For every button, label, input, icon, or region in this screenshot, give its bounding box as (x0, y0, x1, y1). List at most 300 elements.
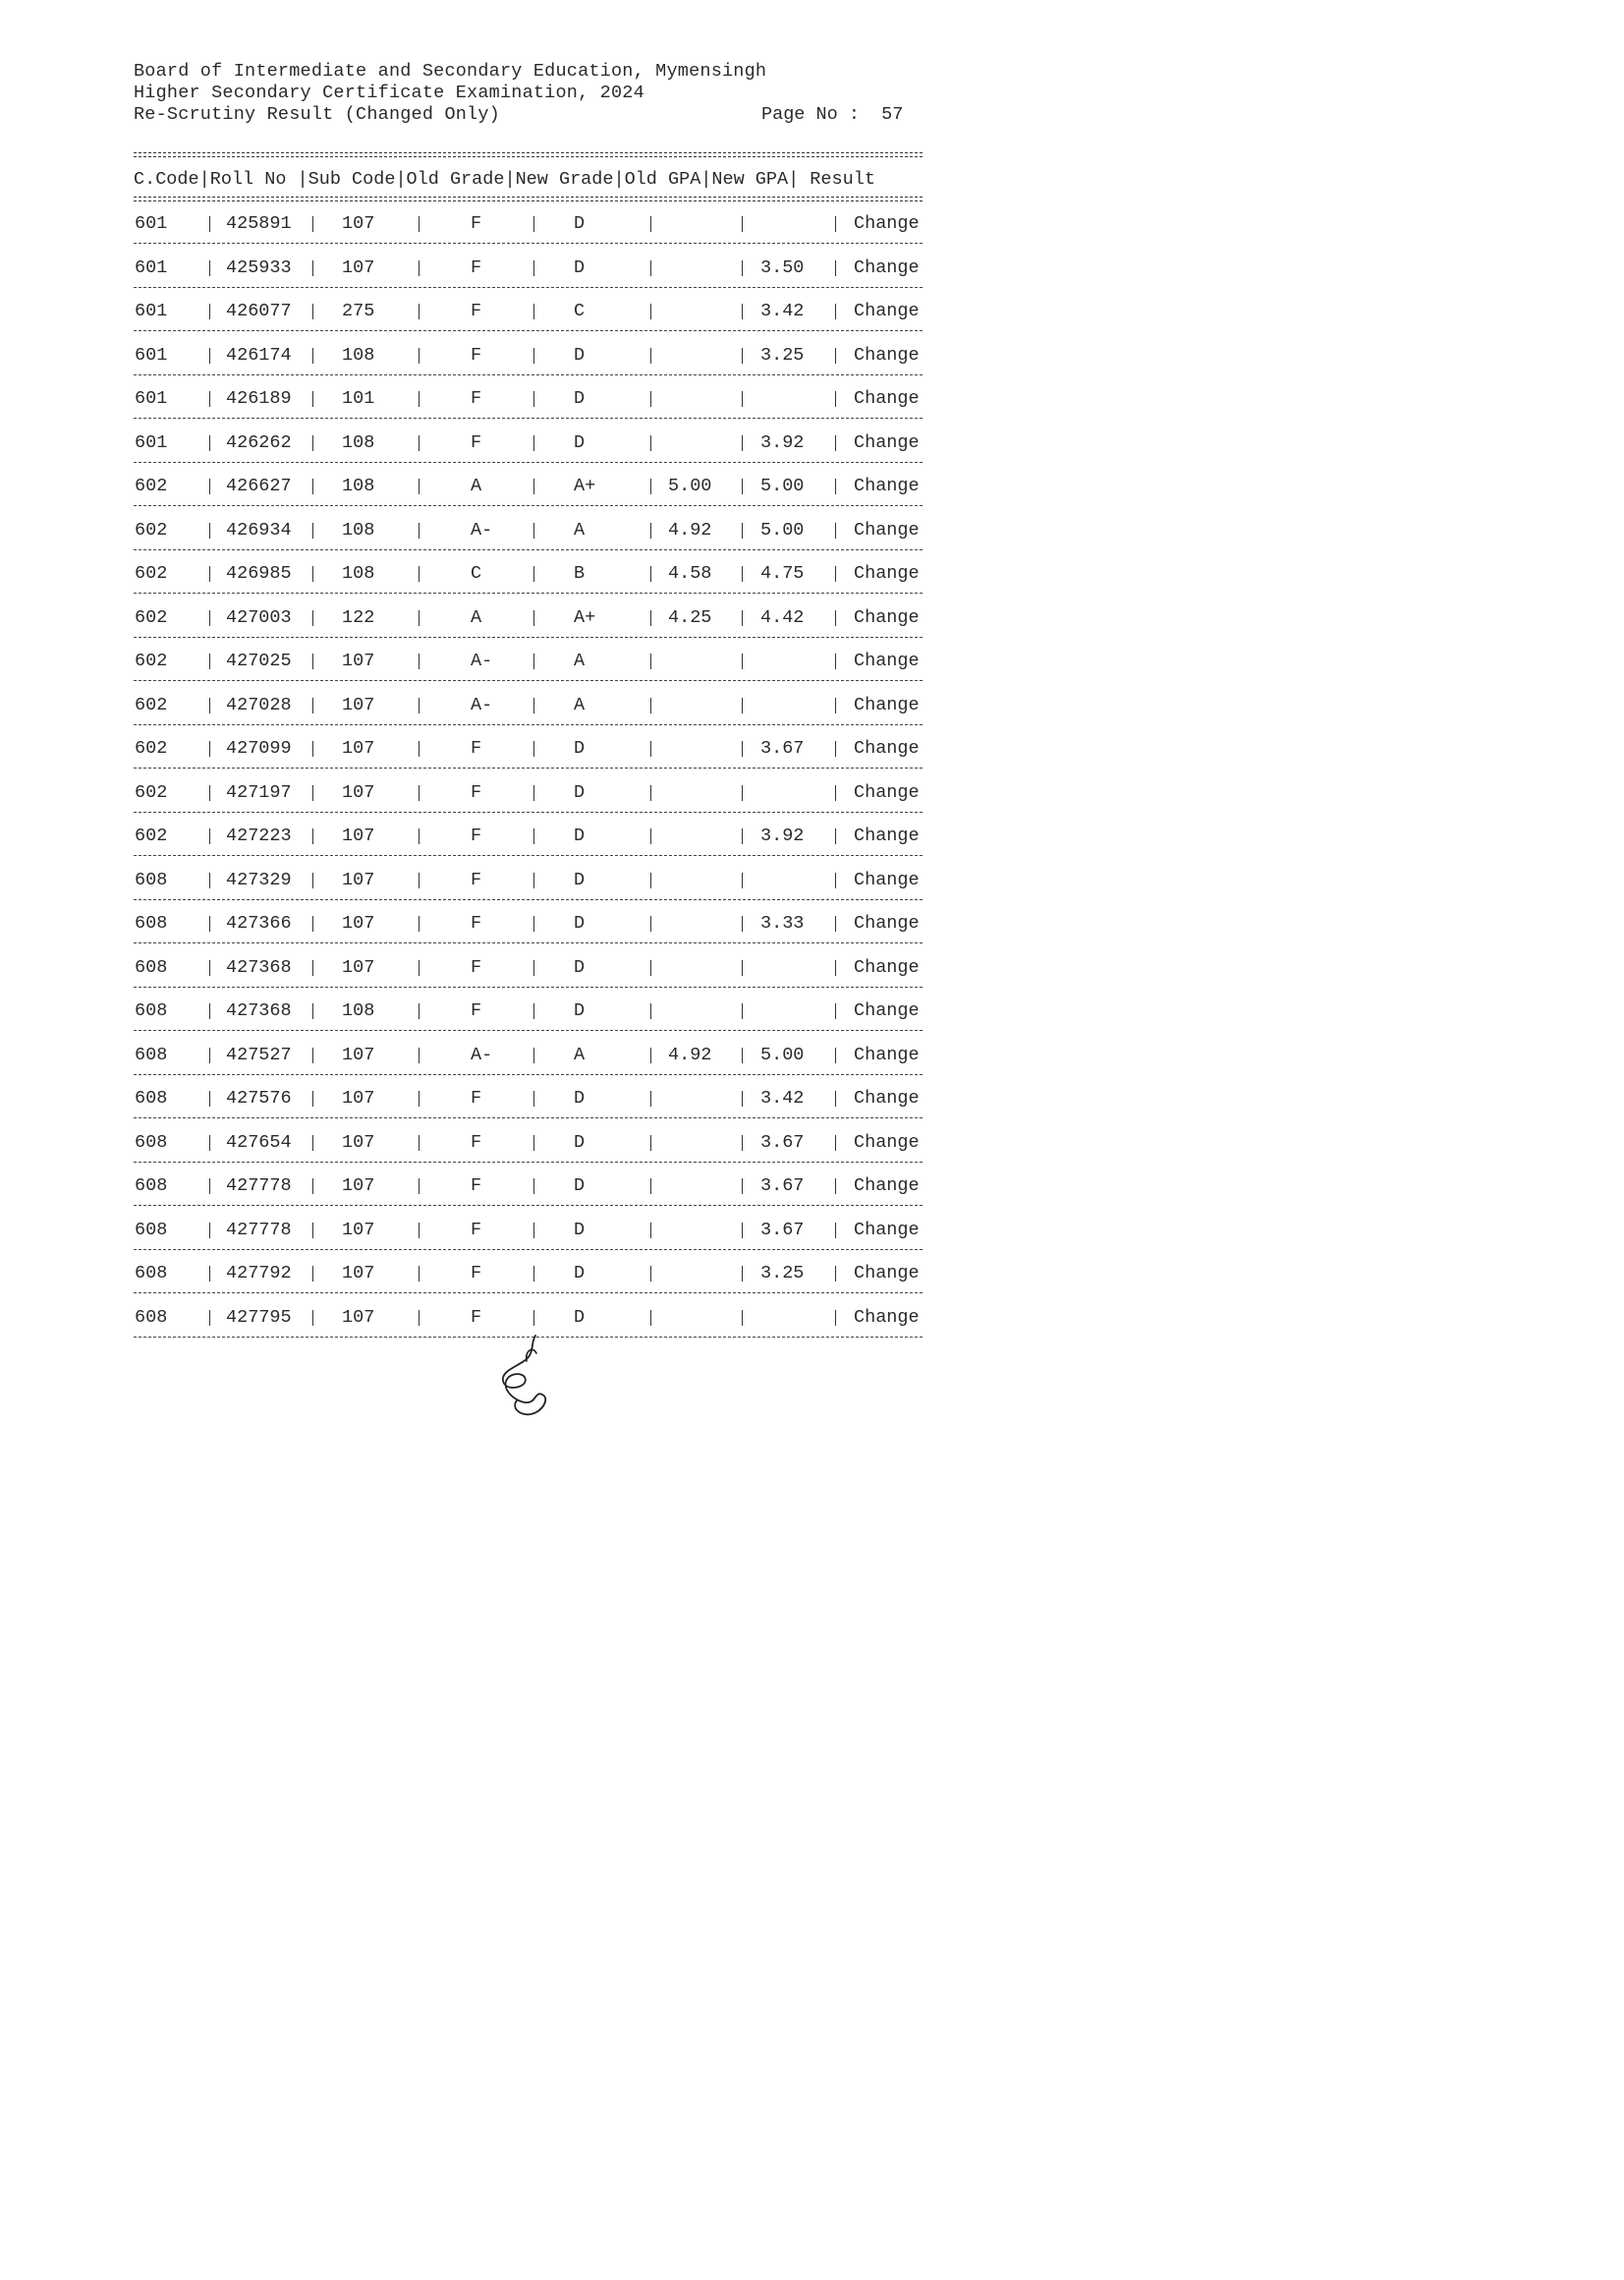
column-separator (533, 1178, 534, 1194)
column-separator (312, 916, 313, 932)
cell-roll-no: 426077 (226, 301, 292, 321)
column-separator (533, 1223, 534, 1238)
cell-new-grade: D (574, 957, 586, 978)
cell-new-grade: D (574, 913, 586, 934)
cell-c-code: 608 (135, 1132, 168, 1153)
column-separator (533, 960, 534, 976)
column-separator (650, 260, 651, 276)
column-separator (835, 1091, 836, 1107)
cell-result: Change (854, 1088, 920, 1109)
cell-roll-no: 427527 (226, 1045, 292, 1065)
cell-old-grade: F (471, 782, 482, 803)
column-separator (533, 916, 534, 932)
column-separator (650, 391, 651, 407)
column-separator (742, 1178, 743, 1194)
cell-sub-code: 108 (342, 563, 375, 584)
cell-c-code: 608 (135, 1000, 168, 1021)
cell-roll-no: 426189 (226, 388, 292, 409)
cell-old-gpa: 4.58 (668, 563, 712, 584)
cell-old-grade: F (471, 388, 482, 409)
cell-roll-no: 427795 (226, 1307, 292, 1328)
cell-new-grade: D (574, 1000, 586, 1021)
column-separator (650, 1178, 651, 1194)
cell-roll-no: 426174 (226, 345, 292, 366)
column-separator (209, 1223, 210, 1238)
cell-new-grade: A (574, 695, 586, 715)
column-separator (312, 348, 313, 364)
cell-new-gpa: 3.67 (760, 1132, 805, 1153)
cell-old-grade: A (471, 476, 482, 496)
column-separator (312, 654, 313, 669)
table-row (0, 738, 1083, 762)
column-separator (312, 1048, 313, 1063)
row-divider (134, 374, 923, 375)
column-separator (835, 960, 836, 976)
column-separator (209, 1178, 210, 1194)
cell-new-grade: A+ (574, 476, 596, 496)
cell-sub-code: 108 (342, 520, 375, 541)
cell-c-code: 601 (135, 388, 168, 409)
cell-new-gpa: 3.67 (760, 738, 805, 759)
column-separator (533, 566, 534, 582)
row-divider (134, 942, 923, 943)
cell-new-grade: A (574, 651, 586, 671)
column-separator (742, 1135, 743, 1151)
row-divider (134, 1117, 923, 1118)
cell-roll-no: 427778 (226, 1220, 292, 1240)
row-divider (134, 637, 923, 638)
cell-old-gpa: 5.00 (668, 476, 712, 496)
cell-result: Change (854, 1175, 920, 1196)
column-separator (312, 566, 313, 582)
table-row (0, 1263, 1083, 1286)
column-separator (650, 1048, 651, 1063)
column-separator (835, 698, 836, 713)
cell-result: Change (854, 957, 920, 978)
board-title: Board of Intermediate and Secondary Education, Mymensingh (134, 61, 767, 82)
cell-result: Change (854, 651, 920, 671)
row-divider (134, 724, 923, 725)
table-column-header: C.Code|Roll No |Sub Code|Old Grade|New Grade|Old GPA|New GPA| Result (134, 169, 875, 190)
cell-c-code: 601 (135, 301, 168, 321)
cell-new-grade: D (574, 738, 586, 759)
column-separator (209, 1310, 210, 1326)
row-divider (134, 768, 923, 769)
column-separator (419, 1266, 420, 1282)
column-separator (533, 785, 534, 801)
row-divider (134, 462, 923, 463)
row-divider (134, 287, 923, 288)
column-separator (533, 1048, 534, 1063)
cell-new-grade: D (574, 782, 586, 803)
cell-sub-code: 108 (342, 432, 375, 453)
cell-result: Change (854, 826, 920, 846)
cell-roll-no: 426627 (226, 476, 292, 496)
cell-new-grade: D (574, 1088, 586, 1109)
cell-new-grade: D (574, 1220, 586, 1240)
column-separator (835, 216, 836, 232)
cell-old-grade: F (471, 1132, 482, 1153)
cell-sub-code: 107 (342, 738, 375, 759)
cell-new-gpa: 3.33 (760, 913, 805, 934)
cell-c-code: 602 (135, 520, 168, 541)
cell-result: Change (854, 738, 920, 759)
column-separator (312, 698, 313, 713)
cell-result: Change (854, 563, 920, 584)
cell-roll-no: 427792 (226, 1263, 292, 1283)
column-separator (533, 523, 534, 539)
column-separator (209, 828, 210, 844)
cell-result: Change (854, 1263, 920, 1283)
column-separator (533, 304, 534, 319)
table-row (0, 607, 1083, 631)
cell-old-grade: F (471, 826, 482, 846)
header-rule-top (134, 152, 923, 157)
column-separator (533, 216, 534, 232)
cell-old-grade: F (471, 870, 482, 890)
cell-new-gpa: 4.42 (760, 607, 805, 628)
column-separator (419, 741, 420, 757)
cell-old-grade: A- (471, 1045, 493, 1065)
cell-new-grade: D (574, 1263, 586, 1283)
column-separator (209, 873, 210, 888)
cell-result: Change (854, 1045, 920, 1065)
cell-roll-no: 425891 (226, 213, 292, 234)
column-separator (835, 260, 836, 276)
row-divider (134, 1249, 923, 1250)
column-separator (419, 1135, 420, 1151)
cell-result: Change (854, 257, 920, 278)
column-separator (209, 654, 210, 669)
cell-result: Change (854, 913, 920, 934)
column-separator (650, 785, 651, 801)
column-separator (742, 1003, 743, 1019)
cell-old-grade: A- (471, 695, 493, 715)
column-separator (742, 1091, 743, 1107)
column-separator (533, 1310, 534, 1326)
cell-sub-code: 107 (342, 257, 375, 278)
cell-old-grade: F (471, 957, 482, 978)
cell-sub-code: 107 (342, 1263, 375, 1283)
column-separator (650, 348, 651, 364)
table-row (0, 1220, 1083, 1243)
cell-result: Change (854, 476, 920, 496)
row-divider (134, 1292, 923, 1293)
cell-old-grade: F (471, 1220, 482, 1240)
column-separator (835, 916, 836, 932)
column-separator (533, 479, 534, 494)
handwritten-signature (491, 1332, 580, 1430)
column-separator (742, 523, 743, 539)
cell-new-grade: D (574, 257, 586, 278)
cell-roll-no: 427223 (226, 826, 292, 846)
column-separator (650, 435, 651, 451)
cell-new-gpa: 3.25 (760, 1263, 805, 1283)
cell-sub-code: 107 (342, 1088, 375, 1109)
cell-old-grade: A- (471, 651, 493, 671)
column-separator (312, 260, 313, 276)
cell-sub-code: 107 (342, 695, 375, 715)
cell-c-code: 602 (135, 607, 168, 628)
row-divider (134, 1205, 923, 1206)
cell-c-code: 602 (135, 695, 168, 715)
cell-new-gpa: 3.92 (760, 826, 805, 846)
cell-new-grade: B (574, 563, 586, 584)
cell-sub-code: 107 (342, 870, 375, 890)
column-separator (835, 1223, 836, 1238)
cell-roll-no: 426934 (226, 520, 292, 541)
cell-c-code: 602 (135, 476, 168, 496)
table-row (0, 257, 1083, 281)
row-divider (134, 899, 923, 900)
cell-sub-code: 275 (342, 301, 375, 321)
column-separator (533, 348, 534, 364)
column-separator (533, 698, 534, 713)
column-separator (312, 1091, 313, 1107)
column-separator (209, 1003, 210, 1019)
column-separator (312, 479, 313, 494)
cell-new-gpa: 3.50 (760, 257, 805, 278)
cell-roll-no: 427329 (226, 870, 292, 890)
column-separator (312, 1135, 313, 1151)
cell-old-grade: F (471, 1307, 482, 1328)
column-separator (742, 348, 743, 364)
column-separator (650, 741, 651, 757)
column-separator (650, 566, 651, 582)
column-separator (419, 873, 420, 888)
column-separator (835, 1310, 836, 1326)
cell-roll-no: 427654 (226, 1132, 292, 1153)
column-separator (419, 1003, 420, 1019)
cell-new-gpa: 5.00 (760, 476, 805, 496)
cell-old-grade: F (471, 432, 482, 453)
column-separator (209, 260, 210, 276)
cell-roll-no: 427099 (226, 738, 292, 759)
table-row (0, 651, 1083, 674)
column-separator (209, 1048, 210, 1063)
cell-sub-code: 107 (342, 213, 375, 234)
column-separator (419, 435, 420, 451)
column-separator (209, 1091, 210, 1107)
column-separator (742, 216, 743, 232)
cell-old-grade: C (471, 563, 482, 584)
table-row (0, 1175, 1083, 1199)
column-separator (419, 566, 420, 582)
cell-new-gpa: 5.00 (760, 1045, 805, 1065)
cell-new-grade: D (574, 1307, 586, 1328)
table-row (0, 826, 1083, 849)
cell-old-grade: F (471, 213, 482, 234)
column-separator (650, 698, 651, 713)
column-separator (835, 654, 836, 669)
cell-old-grade: F (471, 301, 482, 321)
column-separator (650, 828, 651, 844)
column-separator (835, 1135, 836, 1151)
column-separator (742, 566, 743, 582)
cell-new-grade: D (574, 870, 586, 890)
column-separator (533, 1091, 534, 1107)
column-separator (419, 479, 420, 494)
cell-roll-no: 427368 (226, 1000, 292, 1021)
table-row (0, 695, 1083, 718)
column-separator (533, 1266, 534, 1282)
cell-c-code: 601 (135, 432, 168, 453)
column-separator (650, 523, 651, 539)
table-row (0, 782, 1083, 806)
cell-old-gpa: 4.92 (668, 1045, 712, 1065)
column-separator (312, 828, 313, 844)
column-separator (312, 1223, 313, 1238)
column-separator (835, 566, 836, 582)
column-separator (419, 1310, 420, 1326)
table-row (0, 345, 1083, 369)
column-separator (312, 523, 313, 539)
column-separator (312, 741, 313, 757)
cell-result: Change (854, 1132, 920, 1153)
cell-roll-no: 427025 (226, 651, 292, 671)
column-separator (650, 1003, 651, 1019)
column-separator (650, 960, 651, 976)
result-title: Re-Scrutiny Result (Changed Only) (134, 104, 500, 125)
column-separator (419, 828, 420, 844)
column-separator (742, 391, 743, 407)
column-separator (835, 741, 836, 757)
column-separator (650, 479, 651, 494)
row-divider (134, 243, 923, 244)
cell-new-gpa: 3.42 (760, 301, 805, 321)
column-separator (835, 828, 836, 844)
cell-new-gpa: 3.92 (760, 432, 805, 453)
column-separator (533, 610, 534, 626)
cell-old-grade: F (471, 1263, 482, 1283)
cell-new-grade: C (574, 301, 586, 321)
table-row (0, 388, 1083, 412)
table-row (0, 1000, 1083, 1024)
column-separator (209, 1135, 210, 1151)
cell-new-grade: A (574, 1045, 586, 1065)
column-separator (742, 916, 743, 932)
cell-sub-code: 107 (342, 1220, 375, 1240)
column-separator (419, 960, 420, 976)
column-separator (835, 610, 836, 626)
cell-c-code: 608 (135, 1263, 168, 1283)
column-separator (209, 348, 210, 364)
cell-new-gpa: 5.00 (760, 520, 805, 541)
cell-c-code: 608 (135, 913, 168, 934)
column-separator (533, 1003, 534, 1019)
cell-result: Change (854, 607, 920, 628)
column-separator (209, 960, 210, 976)
cell-c-code: 601 (135, 257, 168, 278)
cell-old-grade: A (471, 607, 482, 628)
table-row (0, 957, 1083, 981)
column-separator (209, 479, 210, 494)
column-separator (533, 873, 534, 888)
column-separator (742, 1266, 743, 1282)
cell-result: Change (854, 870, 920, 890)
cell-new-grade: D (574, 1132, 586, 1153)
cell-sub-code: 107 (342, 651, 375, 671)
column-separator (742, 260, 743, 276)
column-separator (419, 610, 420, 626)
column-separator (209, 304, 210, 319)
column-separator (742, 654, 743, 669)
column-separator (312, 435, 313, 451)
cell-new-grade: D (574, 388, 586, 409)
cell-new-grade: D (574, 1175, 586, 1196)
column-separator (533, 654, 534, 669)
cell-sub-code: 122 (342, 607, 375, 628)
cell-result: Change (854, 695, 920, 715)
column-separator (650, 873, 651, 888)
column-separator (419, 348, 420, 364)
cell-old-grade: F (471, 345, 482, 366)
row-divider (134, 593, 923, 594)
column-separator (835, 435, 836, 451)
row-divider (134, 330, 923, 331)
cell-new-grade: D (574, 826, 586, 846)
cell-sub-code: 107 (342, 1307, 375, 1328)
column-separator (419, 1091, 420, 1107)
column-separator (742, 741, 743, 757)
column-separator (650, 1223, 651, 1238)
cell-old-gpa: 4.25 (668, 607, 712, 628)
row-divider (134, 549, 923, 550)
cell-sub-code: 107 (342, 913, 375, 934)
table-row (0, 432, 1083, 456)
column-separator (742, 828, 743, 844)
cell-result: Change (854, 213, 920, 234)
column-separator (312, 304, 313, 319)
column-separator (742, 304, 743, 319)
column-separator (742, 479, 743, 494)
cell-roll-no: 427197 (226, 782, 292, 803)
column-separator (533, 260, 534, 276)
column-separator (533, 741, 534, 757)
cell-sub-code: 107 (342, 1045, 375, 1065)
cell-c-code: 608 (135, 1045, 168, 1065)
cell-old-grade: F (471, 1175, 482, 1196)
column-separator (742, 873, 743, 888)
table-row (0, 1307, 1083, 1331)
cell-c-code: 608 (135, 1175, 168, 1196)
table-row (0, 301, 1083, 324)
table-row (0, 1088, 1083, 1112)
column-separator (312, 1003, 313, 1019)
cell-c-code: 601 (135, 213, 168, 234)
cell-roll-no: 427576 (226, 1088, 292, 1109)
cell-sub-code: 107 (342, 957, 375, 978)
column-separator (533, 435, 534, 451)
column-separator (742, 1048, 743, 1063)
column-separator (650, 1135, 651, 1151)
column-separator (419, 785, 420, 801)
cell-c-code: 602 (135, 782, 168, 803)
cell-roll-no: 426262 (226, 432, 292, 453)
column-separator (742, 1310, 743, 1326)
cell-roll-no: 427368 (226, 957, 292, 978)
column-separator (742, 610, 743, 626)
row-divider (134, 987, 923, 988)
column-separator (419, 216, 420, 232)
cell-new-grade: D (574, 213, 586, 234)
column-separator (835, 785, 836, 801)
cell-roll-no: 427028 (226, 695, 292, 715)
column-separator (209, 216, 210, 232)
table-row (0, 476, 1083, 499)
exam-title: Higher Secondary Certificate Examination, 2024 (134, 83, 644, 103)
column-separator (209, 741, 210, 757)
